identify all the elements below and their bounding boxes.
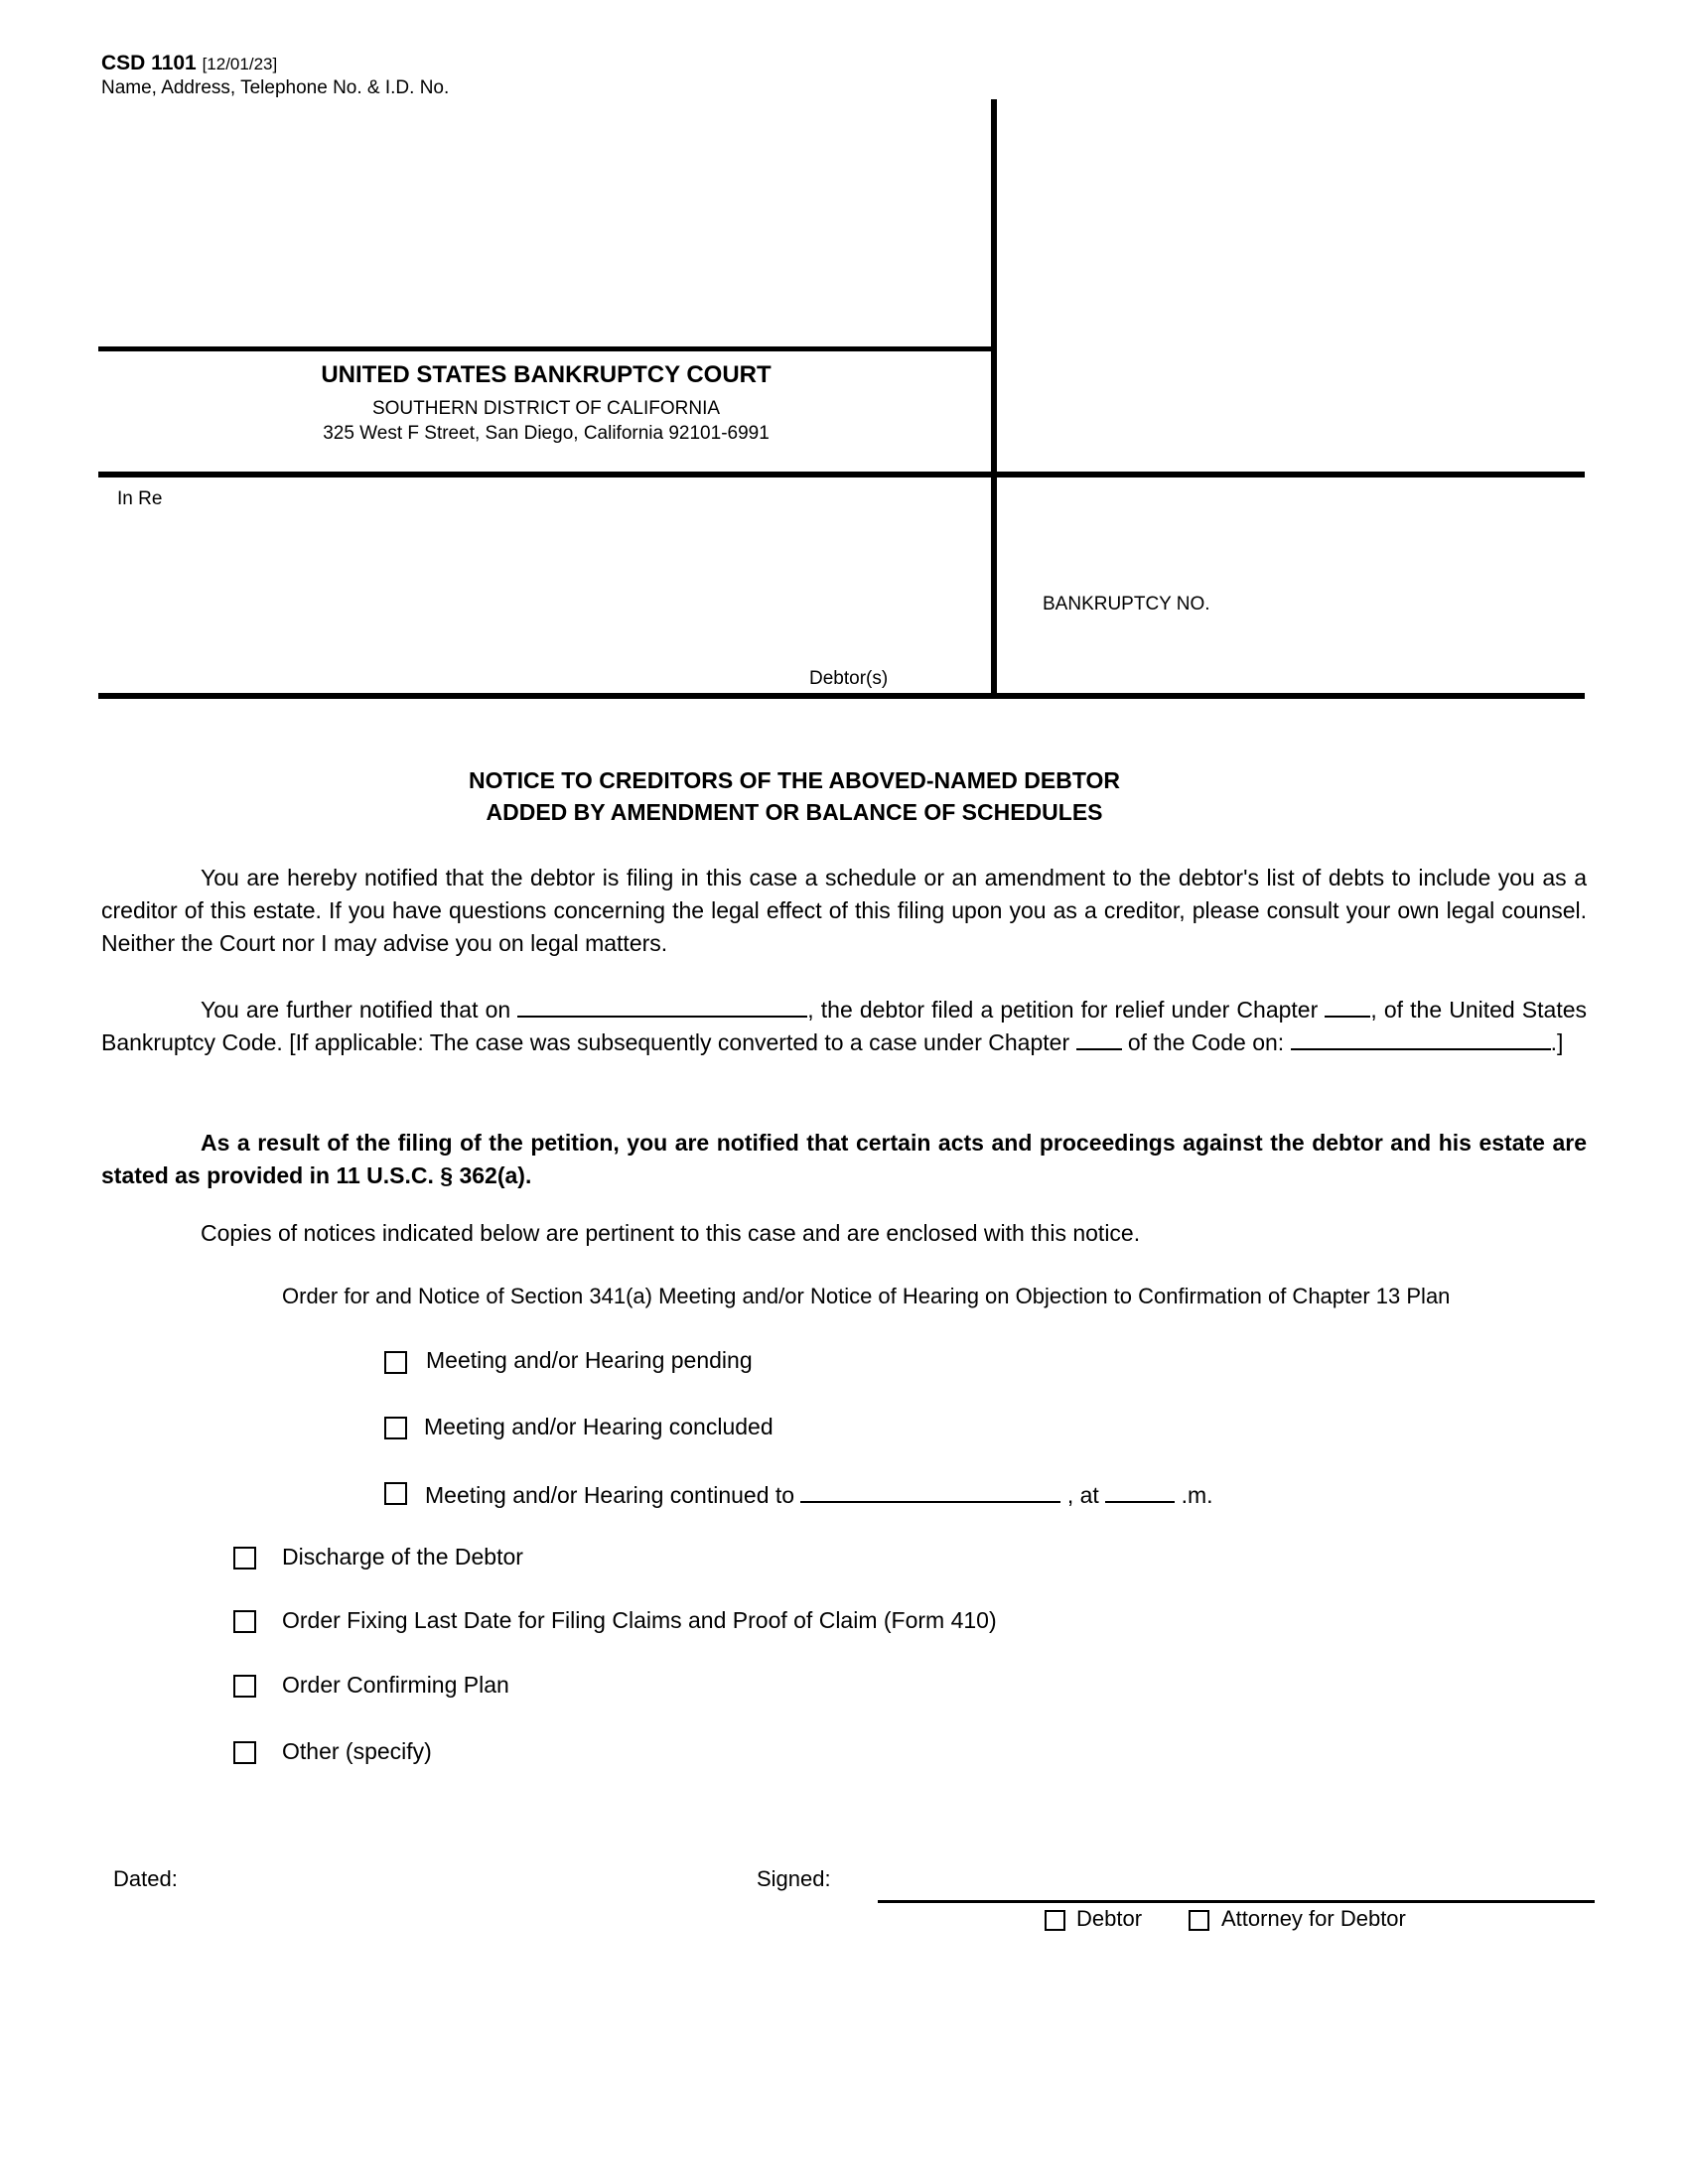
attorney-option-label: Attorney for Debtor xyxy=(1221,1906,1406,1931)
meeting-continued-text: Meeting and/or Hearing continued to xyxy=(425,1482,795,1508)
continued-at-text: , at xyxy=(1066,1482,1099,1508)
petition-date-blank[interactable] xyxy=(517,994,807,1018)
debtor-checkbox[interactable] xyxy=(1045,1910,1065,1931)
continued-time-blank[interactable] xyxy=(1105,1479,1175,1503)
continued-date-blank[interactable] xyxy=(800,1479,1060,1503)
order-heading: Order for and Notice of Section 341(a) Meeting and/or Notice of Hearing on Objection to Confirmation of Chapter 13 Plan xyxy=(282,1284,1451,1308)
court-address: 325 West F Street, San Diego, California 92101-6991 xyxy=(323,423,770,444)
para2-text-c: , of the United States Bankruptcy Code. [If applicable: The case was subsequently converted to a case under Chapter xyxy=(101,997,1588,1055)
debtors-label: Debtor(s) xyxy=(809,668,889,689)
form-revision: [12/01/23] xyxy=(202,55,278,73)
other-checkbox[interactable] xyxy=(233,1741,256,1764)
horizontal-rule-1 xyxy=(98,346,992,351)
form-number: CSD 1101 xyxy=(101,52,197,74)
continued-m-text: .m. xyxy=(1181,1482,1213,1508)
para2-text-d: of the Code on: xyxy=(1127,1029,1285,1055)
order-fixing-checkbox[interactable] xyxy=(233,1610,256,1633)
order-confirming-label: Order Confirming Plan xyxy=(282,1672,509,1698)
signed-label: Signed: xyxy=(757,1866,831,1891)
notice-paragraph-4: Copies of notices indicated below are pertinent to this case and are enclosed with this notice. xyxy=(201,1220,1141,1246)
vertical-rule xyxy=(991,99,997,695)
dated-label: Dated: xyxy=(113,1866,178,1891)
chapter-blank[interactable] xyxy=(1325,994,1370,1018)
bankruptcy-number-label: BANKRUPTCY NO. xyxy=(1043,594,1210,614)
notice-title-line1: NOTICE TO CREDITORS OF THE ABOVED-NAMED DEBTOR xyxy=(469,767,1120,793)
in-re-label: In Re xyxy=(117,488,163,509)
meeting-concluded-label: Meeting and/or Hearing concluded xyxy=(424,1414,774,1439)
converted-date-blank[interactable] xyxy=(1291,1026,1551,1050)
signature-line[interactable] xyxy=(878,1900,1595,1903)
meeting-concluded-checkbox[interactable] xyxy=(384,1417,407,1439)
other-label: Other (specify) xyxy=(282,1738,432,1764)
horizontal-rule-2 xyxy=(98,472,1585,478)
discharge-checkbox[interactable] xyxy=(233,1547,256,1570)
order-confirming-checkbox[interactable] xyxy=(233,1675,256,1698)
court-name: UNITED STATES BANKRUPTCY COURT xyxy=(321,361,772,388)
notice-title-line2: ADDED BY AMENDMENT OR BALANCE OF SCHEDULES xyxy=(486,799,1103,825)
notice-paragraph-1: You are hereby notified that the debtor is filing in this case a schedule or an amendment to the debtor's list of debts to include you as a creditor of this estate. If you have questions concerning the legal effect of this filing upon you as a creditor, please consult your own legal counsel. Neither the Court nor I may advise you on legal matters. xyxy=(101,865,1587,956)
notice-paragraph-3: As a result of the filing of the petition, you are notified that certain acts and proceedings against the debtor and his estate are stated as provided in 11 U.S.C. § 362(a). xyxy=(101,1130,1587,1188)
attorney-checkbox[interactable] xyxy=(1189,1910,1209,1931)
meeting-pending-label: Meeting and/or Hearing pending xyxy=(426,1347,753,1373)
meeting-pending-checkbox[interactable] xyxy=(384,1351,407,1374)
discharge-label: Discharge of the Debtor xyxy=(282,1544,523,1570)
para2-text-b: , the debtor filed a petition for relief under Chapter xyxy=(807,997,1319,1023)
court-district: SOUTHERN DISTRICT OF CALIFORNIA xyxy=(371,398,721,419)
horizontal-rule-3 xyxy=(98,693,1585,699)
para2-text-a: You are further notified that on xyxy=(201,997,511,1023)
debtor-option-label: Debtor xyxy=(1076,1906,1143,1931)
meeting-continued-checkbox[interactable] xyxy=(384,1482,407,1505)
notice-paragraph-2 xyxy=(101,994,1587,1059)
order-fixing-label: Order Fixing Last Date for Filing Claims and Proof of Claim (Form 410) xyxy=(282,1607,997,1633)
form-id xyxy=(101,52,277,75)
meeting-continued-label xyxy=(425,1479,1213,1509)
attorney-info-label: Name, Address, Telephone No. & I.D. No. xyxy=(101,77,450,98)
para2-text-e: .] xyxy=(1550,1029,1564,1055)
converted-chapter-blank[interactable] xyxy=(1076,1026,1122,1050)
